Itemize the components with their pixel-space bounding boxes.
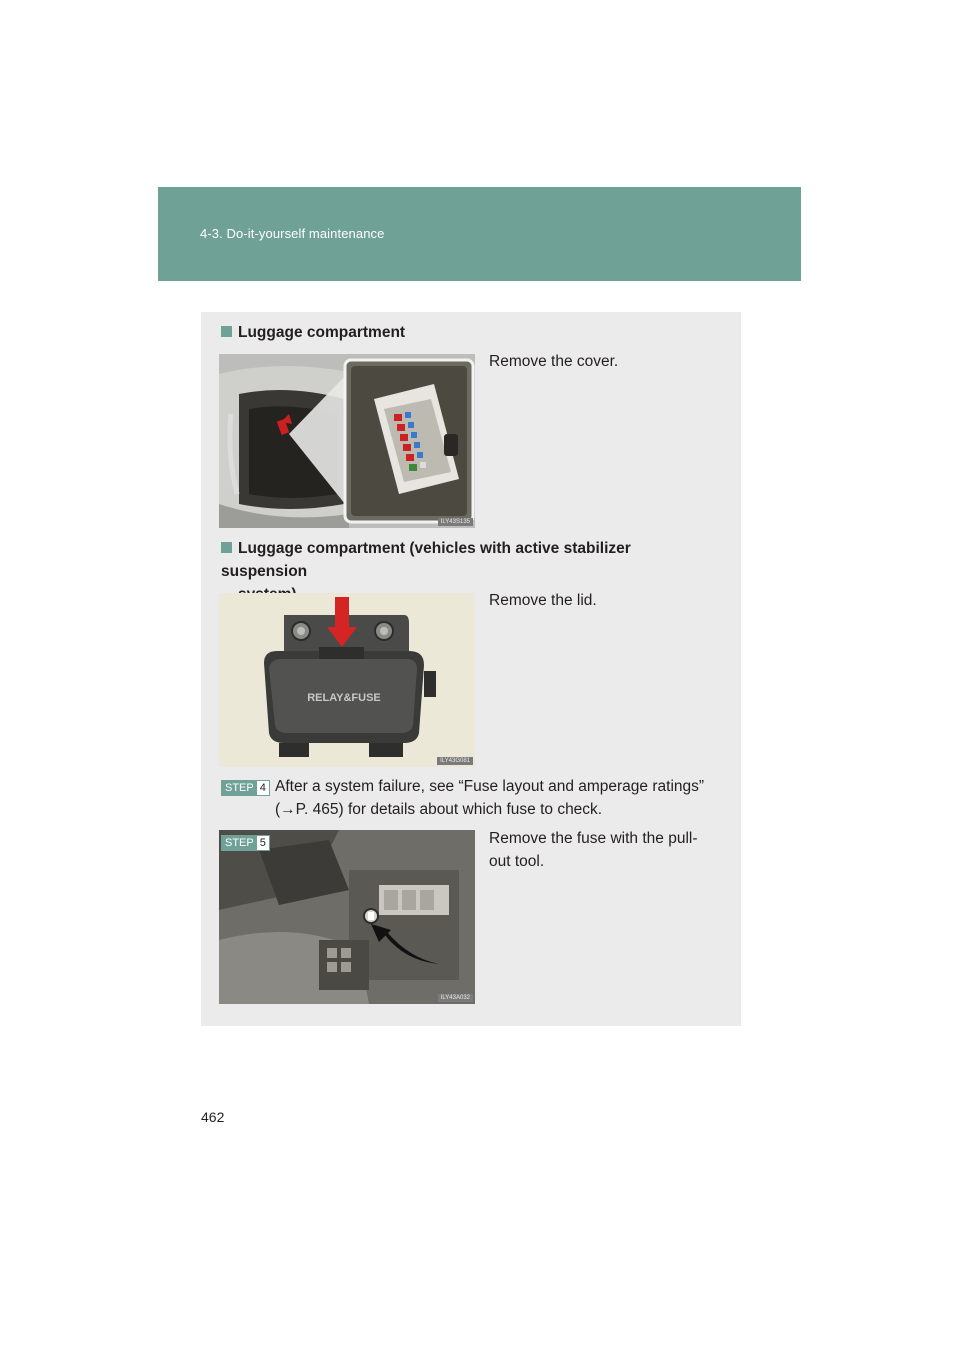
- box-label: RELAY&FUSE: [307, 692, 381, 704]
- figure-code: ILY43G081: [437, 757, 473, 765]
- content-panel: [201, 312, 741, 1026]
- figure-fuse-removal: [219, 830, 475, 1004]
- section-title: 4-3. Do-it-yourself maintenance: [200, 226, 385, 241]
- heading-luggage-compartment: [221, 321, 721, 344]
- step-4-text: [275, 775, 735, 821]
- heading-text-line1: Luggage compartment (vehicles with active stabilizer suspension: [221, 540, 631, 580]
- header-bar: [158, 187, 801, 281]
- step-5-text-line2: out tool.: [489, 853, 545, 870]
- heading-text: Luggage compartment: [238, 324, 406, 341]
- step-5-badge: STEP 5: [221, 833, 270, 851]
- heading-square-icon: [221, 542, 232, 553]
- trunk-illustration: [219, 354, 475, 528]
- step-4-badge: STEP 4: [221, 778, 270, 796]
- instruction-remove-cover: Remove the cover.: [489, 353, 619, 370]
- fuse-removal-illustration: [219, 830, 475, 1004]
- figure-relay-fuse-box: [219, 593, 475, 767]
- figure-code: ILY43S135: [438, 518, 473, 526]
- instruction-remove-lid: Remove the lid.: [489, 592, 597, 609]
- step-5-text: [489, 827, 717, 873]
- figure-luggage-compartment: [219, 354, 475, 528]
- step-4-text-line1: After a system failure, see “Fuse layout and amperage ratings”: [275, 778, 705, 795]
- figure-code: ILY43A032: [438, 994, 473, 1002]
- page-number: 462: [201, 1109, 225, 1125]
- step-5-text-line1: Remove the fuse with the pull-: [489, 830, 698, 847]
- relay-fuse-box-illustration: [219, 593, 475, 767]
- heading-square-icon: [221, 326, 232, 337]
- step-4-text-line2: (→P. 465) for details about which fuse to check.: [275, 801, 603, 818]
